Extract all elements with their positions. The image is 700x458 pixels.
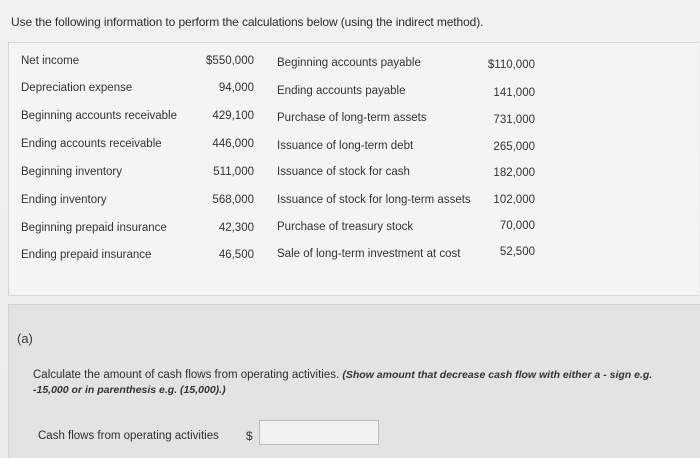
currency-symbol: $ <box>246 429 253 443</box>
left-label-4: Ending accounts receivable <box>21 138 162 150</box>
left-value-6: 568,000 <box>212 194 254 206</box>
right-label-5: Issuance of stock for cash <box>277 166 410 178</box>
right-label-1: Beginning accounts payable <box>277 57 421 69</box>
question-emphasis: (Show amount that decrease cash flow with either a - sign e.g. -15,000 or in parenthesis e.g. (15,000).) <box>33 369 653 396</box>
answer-label: Cash flows from operating activities <box>38 430 219 442</box>
right-value-3: 731,000 <box>493 114 535 126</box>
left-label-2: Depreciation expense <box>21 82 133 94</box>
left-value-7: 42,300 <box>218 222 254 234</box>
right-label-6: Issuance of stock for long-term assets <box>277 194 471 206</box>
left-value-2: 94,000 <box>218 82 254 94</box>
right-value-5: 182,000 <box>493 167 535 179</box>
left-value-3: 429,100 <box>212 110 254 122</box>
instructions-text: Use the following information to perform the calculations below (using the indirect method). <box>11 15 484 29</box>
cash-flow-operating-input[interactable] <box>259 420 379 445</box>
left-label-8: Ending prepaid insurance <box>21 249 152 261</box>
right-value-7: 70,000 <box>499 220 535 232</box>
left-label-6: Ending inventory <box>21 194 107 206</box>
part-label: (a) <box>17 331 33 346</box>
question-text <box>33 368 683 398</box>
right-label-8: Sale of long-term investment at cost <box>277 248 461 260</box>
left-value-4: 446,000 <box>212 138 254 150</box>
right-label-3: Purchase of long-term assets <box>277 112 427 124</box>
left-value-8: 46,500 <box>218 249 254 261</box>
left-value-5: 511,000 <box>213 166 254 178</box>
left-label-5: Beginning inventory <box>21 166 123 178</box>
right-value-6: 102,000 <box>493 194 535 206</box>
left-label-7: Beginning prepaid insurance <box>21 222 167 234</box>
right-value-8: 52,500 <box>499 246 535 258</box>
right-value-4: 265,000 <box>493 141 535 153</box>
question-main: Calculate the amount of cash flows from operating activities. <box>33 369 340 381</box>
left-label-3: Beginning accounts receivable <box>21 110 177 122</box>
right-label-7: Purchase of treasury stock <box>277 221 414 233</box>
right-label-2: Ending accounts payable <box>277 85 406 97</box>
right-value-2: 141,000 <box>493 87 535 99</box>
left-value-1: $550,000 <box>206 55 254 67</box>
right-value-1: $110,000 <box>487 59 535 71</box>
left-label-1: Net income <box>21 55 80 67</box>
right-label-4: Issuance of long-term debt <box>277 140 414 152</box>
